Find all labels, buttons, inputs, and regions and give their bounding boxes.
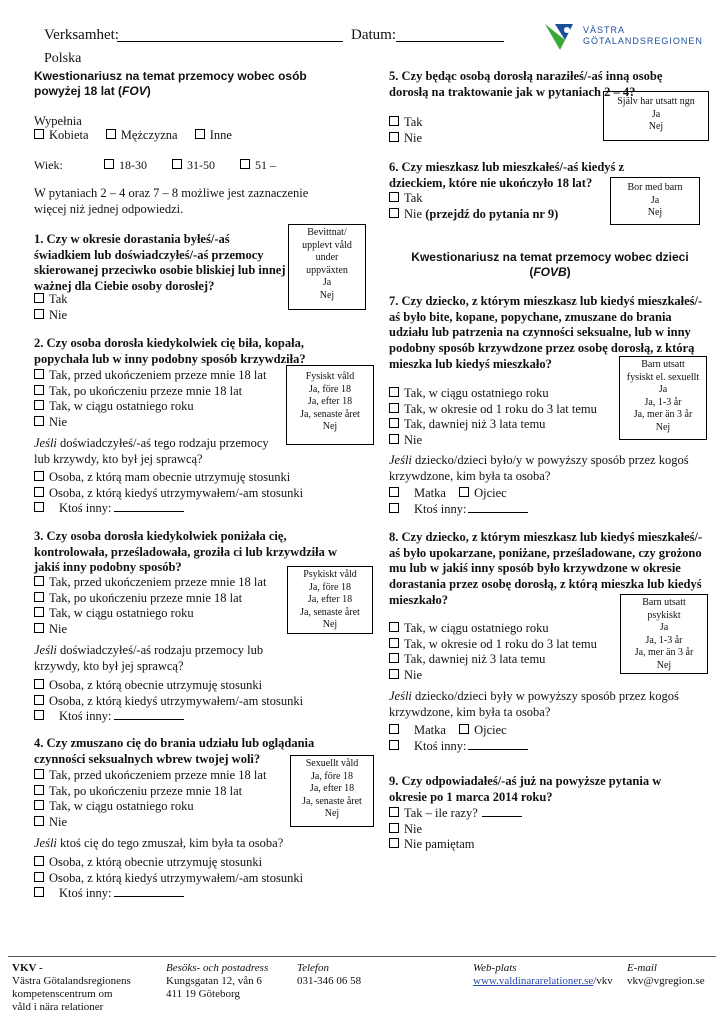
q3-perp-other[interactable] — [34, 709, 303, 725]
box-line: Ja — [659, 622, 669, 633]
box-line: Själv har utsatt ngn — [617, 96, 695, 107]
q3-followup — [34, 643, 284, 674]
box-line: Ja, före 18 — [309, 383, 351, 395]
box-line: Ja, 1-3 år — [644, 396, 682, 408]
q3-option-after-18[interactable] — [34, 591, 266, 607]
checkbox-gender-other[interactable] — [195, 129, 205, 139]
box-line: Fysiskt våld — [305, 371, 355, 382]
checkbox[interactable] — [34, 769, 44, 779]
footer-address-line: Kungsgatan 12, vån 6 — [166, 975, 262, 987]
option-label: Osoba, z którą obecnie utrzymuję stosunki — [49, 678, 263, 692]
q3-other-field[interactable] — [114, 719, 184, 720]
option-label: Tak, przed ukończeniem przeze mnie 18 lat — [49, 768, 267, 782]
followup-lead: Jeśli — [34, 836, 57, 850]
footer-phone — [297, 962, 361, 988]
q7-perp-other[interactable] — [389, 502, 528, 518]
checkbox-age-18-30[interactable] — [104, 159, 114, 169]
option-label: Matka — [414, 486, 446, 500]
option-label: Tak, w ciągu ostatniego roku — [49, 399, 194, 414]
q1-coding-box — [288, 224, 366, 310]
q3-options — [34, 575, 266, 638]
q9-times-field[interactable] — [482, 816, 522, 817]
checkbox[interactable] — [34, 785, 44, 795]
option-label: Tak, w ciągu ostatniego roku — [404, 386, 549, 400]
q8-followup — [389, 689, 709, 720]
footer-org-title: VKV - — [12, 962, 43, 974]
checkbox[interactable] — [34, 816, 44, 826]
checkbox[interactable] — [34, 623, 44, 633]
q4-options — [34, 768, 266, 831]
option-label: Osoba, z którą kiedyś utrzymywałem/-am stosunki — [49, 870, 304, 885]
q4-option-after-18[interactable] — [34, 784, 266, 800]
option-label: Tak, po ukończeniu przeze mnie 18 lat — [49, 783, 243, 798]
option-label: Osoba, z którą mam obecnie utrzymuję stosunki — [49, 470, 291, 484]
option-label: Osoba, z którą obecnie utrzymuję stosunki — [49, 855, 263, 869]
checkbox[interactable] — [34, 856, 44, 866]
checkbox[interactable] — [389, 192, 399, 202]
q7-coding-box — [619, 356, 707, 440]
q2-text: 2. Czy osoba dorosła kiedykolwiek cię biła, kopała, popychała lub w inny podobny sposób krzywdziła? — [34, 336, 306, 366]
checkbox[interactable] — [389, 740, 399, 750]
option-label: Tak, w ciągu ostatniego roku — [49, 606, 194, 621]
checkbox[interactable] — [389, 418, 399, 428]
q6-skip-note: (przejdź do pytania nr 9) — [422, 206, 559, 221]
q1-option-no[interactable] — [34, 308, 68, 324]
q3-option-no[interactable] — [34, 622, 266, 638]
fov-title — [34, 69, 334, 99]
option-label: Ktoś inny: — [59, 709, 112, 724]
q8-coding-box — [620, 594, 708, 674]
q4-text: 4. Czy zmuszano cię do brania udziału lub oglądania czynności seksualnych wbrew twojej woli? — [34, 736, 315, 766]
box-line: upplevt våld — [302, 239, 352, 251]
box-line: Ja — [650, 194, 660, 206]
q3-option-last-year[interactable] — [34, 606, 266, 622]
option-label: Tak — [404, 191, 423, 205]
q1-text: 1. Czy w okresie dorastania byłeś/-aś świadkiem lub doświadczyłeś/-aś przemocy skierowanej przeciwko osobie bliskiej lub innej ważnej dla Ciebie osoby dorosłej? — [34, 232, 286, 293]
box-line: Ja, mer än 3 år — [634, 647, 694, 658]
q4-option-no[interactable] — [34, 815, 266, 831]
option-label: Nie — [49, 814, 68, 829]
checkbox[interactable] — [389, 116, 399, 126]
followup-text: dziecko/dzieci były w powyższy sposób przez kogoś krzywdzone, kim była ta osoba? — [389, 689, 679, 719]
q2-other-field[interactable] — [114, 511, 184, 512]
followup-lead: Jeśli — [34, 436, 57, 450]
option-label: Tak, w ciągu ostatniego roku — [49, 799, 194, 814]
option-label: Nie — [49, 307, 68, 322]
datum-field[interactable] — [396, 41, 504, 42]
q5-option-no[interactable] — [389, 131, 423, 147]
q4-perpetrators — [34, 855, 303, 902]
q1-options — [34, 292, 68, 323]
box-line: Ja, senaste året — [300, 606, 360, 618]
gender-female-label: Kobieta — [49, 128, 89, 142]
q3-option-before-18[interactable] — [34, 575, 266, 591]
footer-phone-number: 031-346 06 58 — [297, 975, 362, 987]
q8-option-over-3-years[interactable] — [389, 652, 597, 668]
checkbox-q7-mother[interactable] — [389, 487, 399, 497]
checkbox[interactable] — [389, 387, 399, 397]
gender-options — [34, 128, 232, 144]
option-label: Osoba, z którą kiedyś utrzymywałem/-am stosunki — [49, 693, 304, 708]
followup-text: doświadczyłeś/-aś tego rodzaju przemocy lub krzywdy, kto był jej sprawcą? — [34, 436, 269, 466]
option-label: Tak — [404, 115, 423, 129]
box-line: psykiskt — [647, 609, 681, 621]
checkbox[interactable] — [34, 293, 44, 303]
footer-org-line: Västra Götalandsregionens — [12, 975, 131, 987]
option-label: Ktoś inny: — [59, 886, 112, 901]
box-line: Nej — [647, 207, 663, 218]
box-line: under — [315, 252, 339, 263]
box-line: Bevittnat/ — [307, 227, 347, 238]
checkbox[interactable] — [389, 669, 399, 679]
q3-perpetrators — [34, 678, 303, 725]
q4-option-last-year[interactable] — [34, 799, 266, 815]
checkbox[interactable] — [34, 416, 44, 426]
box-line: Nej — [648, 121, 664, 132]
checkbox-gender-male[interactable] — [106, 129, 116, 139]
option-label: Tak, dawniej niż 3 lata temu — [404, 652, 546, 667]
box-line: fysiskt el. sexuellt — [626, 371, 700, 383]
language-label: Polska — [44, 51, 82, 66]
checkbox[interactable] — [389, 807, 399, 817]
footer-address — [166, 962, 268, 1001]
q7-followup — [389, 453, 689, 484]
q3-coding-box — [287, 566, 373, 634]
logo-text-1: VÄSTRA — [583, 25, 626, 35]
q3-perp-current[interactable] — [34, 678, 303, 694]
q7-perp-row1 — [389, 486, 528, 502]
q2-perp-other[interactable] — [34, 501, 303, 517]
option-label: Ktoś inny: — [59, 501, 112, 516]
q8-options — [389, 621, 597, 684]
option-label: Osoba, z którą kiedyś utrzymywałem/-am stosunki — [49, 485, 304, 500]
box-line: Ja — [651, 108, 661, 120]
q4-option-before-18[interactable] — [34, 768, 266, 784]
q6-option-yes[interactable] — [389, 191, 558, 207]
gender-other-label: Inne — [209, 128, 232, 142]
q2-perpetrators — [34, 470, 303, 517]
checkbox[interactable] — [34, 592, 44, 602]
box-line: Barn utsatt — [641, 359, 685, 370]
footer-divider — [8, 956, 716, 957]
followup-lead: Jeśli — [389, 689, 412, 703]
footer-web-suffix: /vkv — [593, 975, 613, 987]
checkbox[interactable] — [34, 679, 44, 689]
box-line: Ja, efter 18 — [309, 783, 355, 794]
checkbox-q8-father[interactable] — [459, 724, 469, 734]
q2-option-before-18[interactable] — [34, 368, 266, 384]
option-label: Ojciec — [474, 486, 507, 500]
box-line: Nej — [322, 421, 338, 432]
q2-perp-current[interactable] — [34, 470, 303, 486]
followup-text: ktoś cię do tego zmuszał, kim była ta osoba? — [56, 836, 284, 850]
footer-address-label: Besöks- och postadress — [166, 962, 269, 974]
q9-options — [389, 806, 522, 853]
option-label: Tak, po ukończeniu przeze mnie 18 lat — [49, 383, 243, 398]
footer-email-label: E-mail — [627, 962, 657, 974]
box-line: Ja, efter 18 — [307, 396, 353, 407]
fov-title-abbr: FOV — [122, 84, 147, 98]
q7-perpetrators — [389, 486, 528, 517]
box-line: Ja, före 18 — [311, 770, 353, 782]
q6-option-no[interactable] — [389, 207, 558, 223]
q7-option-last-year[interactable] — [389, 386, 597, 402]
checkbox[interactable] — [389, 503, 399, 513]
q3-perp-former[interactable] — [34, 694, 303, 710]
footer-phone-label: Telefon — [297, 962, 329, 974]
q7-option-no[interactable] — [389, 433, 597, 449]
option-label: Tak, w okresie od 1 roku do 3 lat temu — [404, 636, 597, 651]
box-line: Psykiskt våld — [303, 569, 357, 580]
q4-perp-former[interactable] — [34, 871, 303, 887]
q6-text: 6. Czy mieszkasz lub mieszkałeś/-aś kiedyś z dzieckiem, które nie ukończyło 18 lat? — [389, 160, 625, 190]
fovb-title-text: Kwestionariusz na temat przemocy wobec dzieci ( — [411, 250, 689, 279]
q8-other-field[interactable] — [468, 749, 528, 750]
q7-text: 7. Czy dziecko, z którym mieszkasz lub kiedyś mieszkałeś/-aś było bite, kopane, popychane, zmuszane do brania udziału lub patrzenia na czynności seksualne, lub w inny podobny sposób krzywdzone przez osobę dorosłą, z którą mieszka lub kiedyś mieszkało? — [389, 294, 703, 371]
checkbox[interactable] — [34, 502, 44, 512]
option-label: Ojciec — [474, 723, 507, 737]
checkbox[interactable] — [34, 309, 44, 319]
q4-followup — [34, 836, 283, 852]
option-label: Tak, po ukończeniu przeze mnie 18 lat — [49, 590, 243, 605]
box-line: Ja, före 18 — [309, 581, 351, 593]
q4-perp-current[interactable] — [34, 855, 303, 871]
option-label: Tak, przed ukończeniem przeze mnie 18 lat — [49, 368, 267, 382]
box-line: Nej — [655, 421, 671, 433]
checkbox[interactable] — [389, 838, 399, 848]
q1-option-yes[interactable] — [34, 292, 68, 308]
footer-web — [473, 962, 613, 988]
fov-title-end: ) — [146, 84, 151, 98]
box-line: Ja — [322, 277, 332, 288]
q5-options — [389, 115, 423, 146]
q8-text: 8. Czy dziecko, z którym mieszkasz lub kiedyś mieszkałeś/-aś było upokarzane, poniżane, prześladowane, czy grożono mu lub w jakiś inny sposób było krzywdzone w okresie dorastania przez osobę dorosłą, z którą mieszka lub kiedyś mieszkało? — [389, 530, 703, 607]
q8-perp-other[interactable] — [389, 739, 528, 755]
q2-options — [34, 368, 266, 431]
fovb-title-abbr: FOVB — [533, 265, 567, 279]
option-label: Tak – ile razy? — [404, 806, 478, 820]
checkbox-q8-mother[interactable] — [389, 724, 399, 734]
box-line: Ja, mer än 3 år — [633, 409, 693, 420]
q4-other-field[interactable] — [114, 896, 184, 897]
box-line: uppväxten — [306, 264, 348, 276]
option-label: Tak, dawniej niż 3 lata temu — [404, 417, 546, 432]
checkbox[interactable] — [389, 823, 399, 833]
option-label: Nie — [404, 667, 423, 682]
box-line: Nej — [322, 619, 338, 630]
checkbox[interactable] — [389, 132, 399, 142]
checkbox[interactable] — [34, 400, 44, 410]
q8-option-no[interactable] — [389, 668, 597, 684]
checkbox-gender-female[interactable] — [34, 129, 44, 139]
checkbox[interactable] — [34, 487, 44, 497]
age-18-30-label: 18-30 — [119, 158, 147, 172]
box-line: Nej — [319, 289, 335, 301]
checkbox-age-31-50[interactable] — [172, 159, 182, 169]
logo-text-2: GÖTALANDSREGIONEN — [583, 36, 703, 46]
box-line: Nej — [324, 808, 340, 819]
option-label: Nie — [404, 206, 423, 221]
multi-answer-note: W pytaniach 2 – 4 oraz 7 – 8 możliwe jest zaznaczenie więcej niż jednej odpowiedzi. — [34, 186, 309, 216]
option-label: Nie pamiętam — [404, 837, 475, 852]
q6-coding-box — [610, 177, 700, 225]
q5-text: 5. Czy będąc osobą dorosłą naraziłeś/-aś inną osobę dorosłą na traktowanie jak w pytaniach 2 – 4? — [389, 69, 663, 99]
checkbox[interactable] — [34, 369, 44, 379]
checkbox[interactable] — [34, 872, 44, 882]
q2-perp-former[interactable] — [34, 486, 303, 502]
q2-option-no[interactable] — [34, 415, 266, 431]
q8-perp-row1 — [389, 723, 528, 739]
checkbox-q7-father[interactable] — [459, 487, 469, 497]
age-51-label: 51 – — [255, 158, 276, 172]
footer-email-address[interactable]: vkv@vgregion.se — [627, 975, 705, 987]
age-options — [104, 158, 276, 173]
option-label: Tak, przed ukończeniem przeze mnie 18 lat — [49, 575, 267, 589]
box-line: Barn utsatt — [642, 597, 686, 608]
q2-option-after-18[interactable] — [34, 384, 266, 400]
option-label: Nie — [404, 821, 423, 836]
footer-org-line: kompetenscentrum om — [12, 988, 113, 1000]
q2-coding-box — [286, 365, 374, 445]
checkbox[interactable] — [389, 434, 399, 444]
verksamhet-label: Verksamhet: — [44, 27, 119, 43]
verksamhet-field[interactable] — [117, 41, 343, 42]
checkbox[interactable] — [34, 385, 44, 395]
vgr-logo-icon — [543, 20, 577, 54]
fill-label: Wypełnia — [34, 114, 82, 128]
checkbox[interactable] — [389, 653, 399, 663]
q9-option-yes[interactable] — [389, 806, 522, 822]
checkbox[interactable] — [389, 622, 399, 632]
box-line: Ja, efter 18 — [307, 594, 353, 605]
box-line: Ja, senaste året — [300, 408, 360, 420]
checkbox[interactable] — [34, 576, 44, 586]
followup-text: doświadczyłeś/-aś rodzaju przemocy lub krzywdy, kto był jej sprawcą? — [34, 643, 264, 673]
q2-option-last-year[interactable] — [34, 399, 266, 415]
q9-option-dont-remember[interactable] — [389, 837, 522, 853]
datum-label: Datum: — [351, 27, 396, 43]
age-31-50-label: 31-50 — [187, 158, 215, 172]
box-line: Sexuellt våld — [305, 758, 359, 769]
option-label: Ktoś inny: — [414, 738, 467, 753]
q7-option-1-3-years[interactable] — [389, 402, 597, 418]
option-label: Tak — [49, 292, 68, 306]
q8-perpetrators — [389, 723, 528, 754]
checkbox[interactable] — [34, 607, 44, 617]
option-label: Tak, w okresie od 1 roku do 3 lat temu — [404, 401, 597, 416]
q3-text: 3. Czy osoba dorosła kiedykolwiek poniżała cię, kontrolowała, prześladowała, groziła ci lub krzywdziła w jakiś inny podobny sposób? — [34, 529, 338, 575]
checkbox[interactable] — [34, 800, 44, 810]
checkbox[interactable] — [34, 887, 44, 897]
box-line: Nej — [656, 659, 672, 671]
option-label: Nie — [404, 130, 423, 145]
q8-option-last-year[interactable] — [389, 621, 597, 637]
q5-coding-box — [603, 91, 709, 141]
q6-options — [389, 191, 558, 222]
checkbox[interactable] — [34, 695, 44, 705]
q7-options — [389, 386, 597, 449]
q7-option-over-3-years[interactable] — [389, 417, 597, 433]
checkbox[interactable] — [34, 471, 44, 481]
q4-coding-box — [290, 755, 374, 827]
gender-male-label: Mężczyzna — [120, 128, 178, 142]
option-label: Nie — [49, 414, 68, 429]
vgr-logo — [543, 20, 703, 54]
age-label: Wiek: — [34, 158, 63, 172]
option-label: Matka — [414, 723, 446, 737]
box-line: Bor med barn — [627, 182, 683, 193]
checkbox[interactable] — [389, 638, 399, 648]
q9-text: 9. Czy odpowiadałeś/-aś już na powyższe pytania w okresie po 1 marca 2014 roku? — [389, 774, 662, 804]
followup-lead: Jeśli — [389, 453, 412, 467]
checkbox[interactable] — [389, 403, 399, 413]
followup-text: dziecko/dzieci było/y w powyższy sposób przez kogoś krzywdzone, kim była ta osoba? — [389, 453, 689, 483]
footer-email — [627, 962, 705, 988]
followup-lead: Jeśli — [34, 643, 57, 657]
footer-web-link[interactable]: www.valdinararelationer.se — [473, 975, 594, 987]
box-line: Ja — [658, 384, 668, 395]
fov-title-text: Kwestionariusz na temat przemocy wobec osób powyżej 18 lat ( — [34, 69, 307, 98]
q7-other-field[interactable] — [468, 512, 528, 513]
box-line: Ja, 1-3 år — [645, 634, 683, 646]
q5-option-yes[interactable] — [389, 115, 423, 131]
fovb-title — [390, 250, 710, 280]
option-label: Nie — [404, 432, 423, 447]
box-line: Ja, senaste året — [302, 795, 362, 807]
checkbox-age-51[interactable] — [240, 159, 250, 169]
option-label: Nie — [49, 621, 68, 636]
checkbox[interactable] — [34, 710, 44, 720]
option-label: Ktoś inny: — [414, 501, 467, 516]
footer-web-label: Web-plats — [473, 962, 517, 974]
q9-option-no[interactable] — [389, 822, 522, 838]
footer-address-line: 411 19 Göteborg — [166, 988, 240, 1000]
footer-org-line: våld i nära relationer — [12, 1001, 104, 1013]
q4-perp-other[interactable] — [34, 886, 303, 902]
q8-option-1-3-years[interactable] — [389, 637, 597, 653]
q2-followup — [34, 436, 284, 467]
option-label: Tak, w ciągu ostatniego roku — [404, 621, 549, 635]
footer-org — [12, 962, 131, 1014]
fovb-title-end: ) — [566, 265, 571, 279]
checkbox[interactable] — [389, 208, 399, 218]
